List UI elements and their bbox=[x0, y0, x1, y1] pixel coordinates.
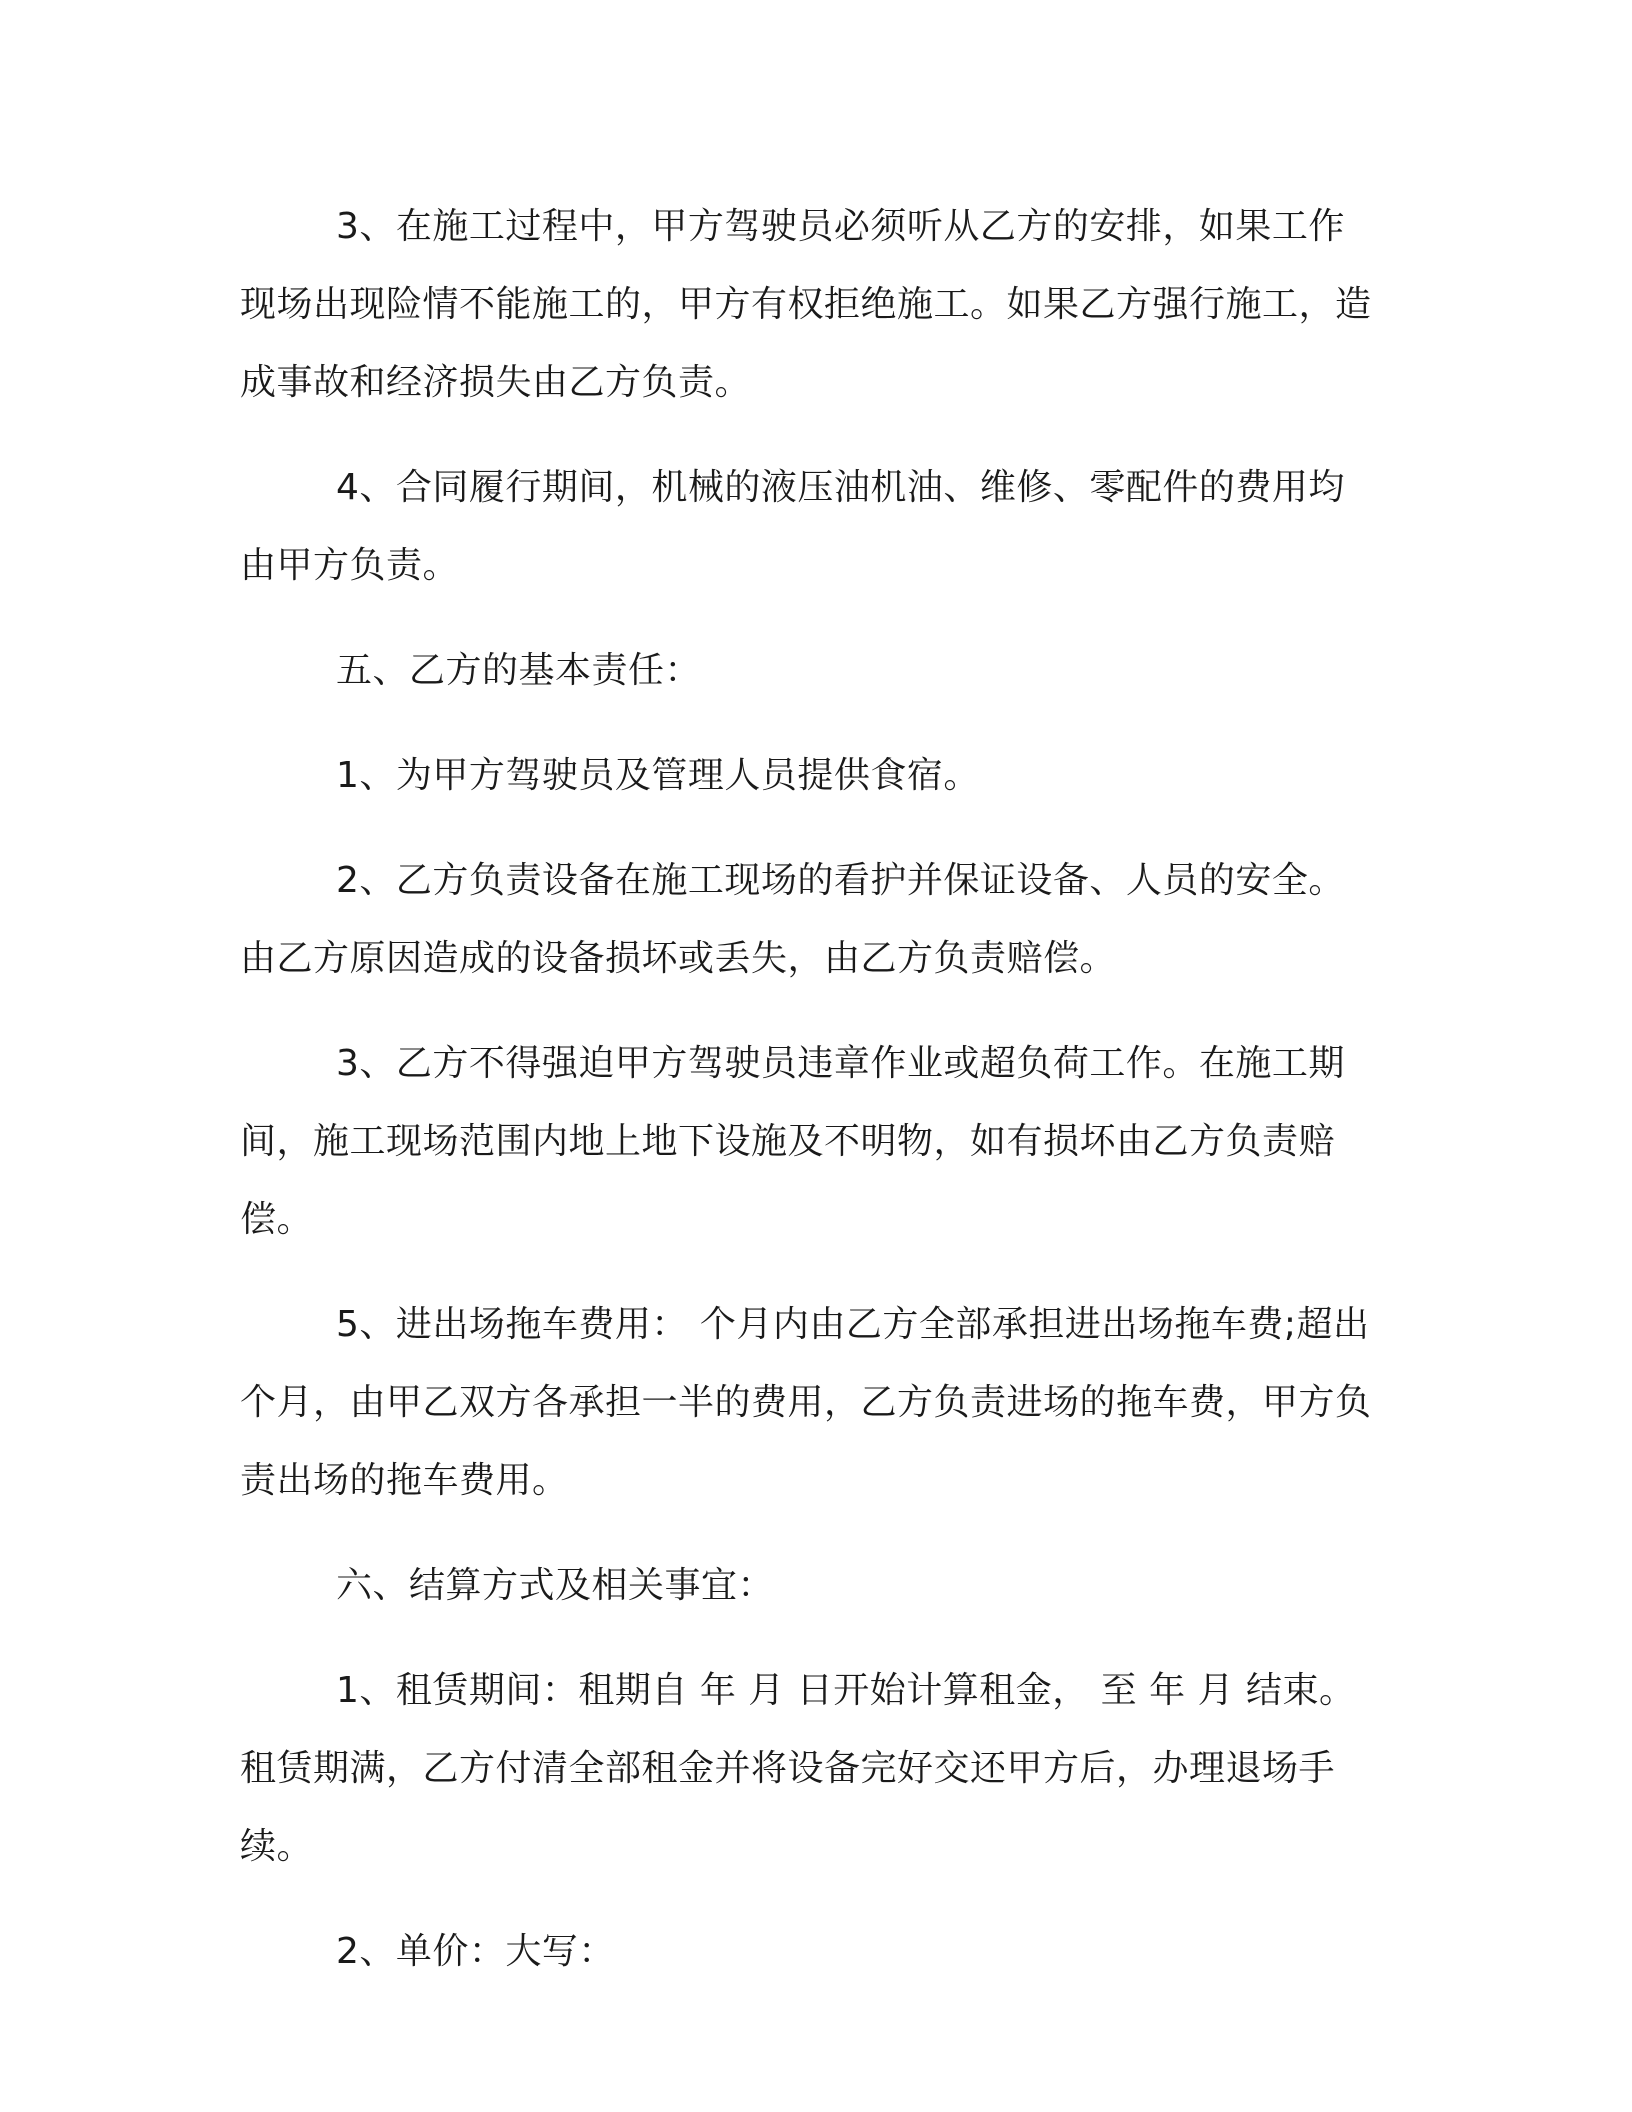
paragraph-clause-1-lodging: 1、为甲方驾驶员及管理人员提供食宿。 bbox=[336, 755, 980, 796]
paragraph-clause-4-costs: 4、合同履行期间，机械的液压油机油、维修、零配件的费用均由甲方负责。 bbox=[240, 467, 1345, 586]
paragraph-clause-3-no-forced-work: 3、乙方不得强迫甲方驾驶员违章作业或超负荷工作。在施工期间，施工现场范围内地上地下设施及不明物，如有损坏由乙方负责赔偿。 bbox=[240, 1043, 1345, 1240]
document-body bbox=[240, 188, 1380, 2018]
paragraph-clause-2-unit-price: 2、单价：大写： bbox=[336, 1931, 615, 1972]
paragraph-clause-2-equipment-safety: 2、乙方负责设备在施工现场的看护并保证设备、人员的安全。由乙方原因造成的设备损坏或丢失，由乙方负责赔偿。 bbox=[240, 860, 1345, 979]
paragraph-clause-3-driver-obeys: 3、在施工过程中，甲方驾驶员必须听从乙方的安排，如果工作现场出现险情不能施工的，甲方有权拒绝施工。如果乙方强行施工，造成事故和经济损失由乙方负责。 bbox=[240, 206, 1372, 403]
paragraph-clause-5-towing-fees: 5、进出场拖车费用： 个月内由乙方全部承担进出场拖车费;超出 个月，由甲乙双方各承担一半的费用，乙方负责进场的拖车费，甲方负责出场的拖车费用。 bbox=[240, 1304, 1372, 1501]
section-heading-party-b-responsibilities: 五、乙方的基本责任： bbox=[336, 650, 702, 691]
paragraph-clause-1-lease-period: 1、租赁期间：租期自 年 月 日开始计算租金， 至 年 月 结束。租赁期满，乙方付清全部租金并将设备完好交还甲方后，办理退场手续。 bbox=[240, 1670, 1356, 1867]
section-heading-settlement: 六、结算方式及相关事宜： bbox=[336, 1565, 775, 1606]
